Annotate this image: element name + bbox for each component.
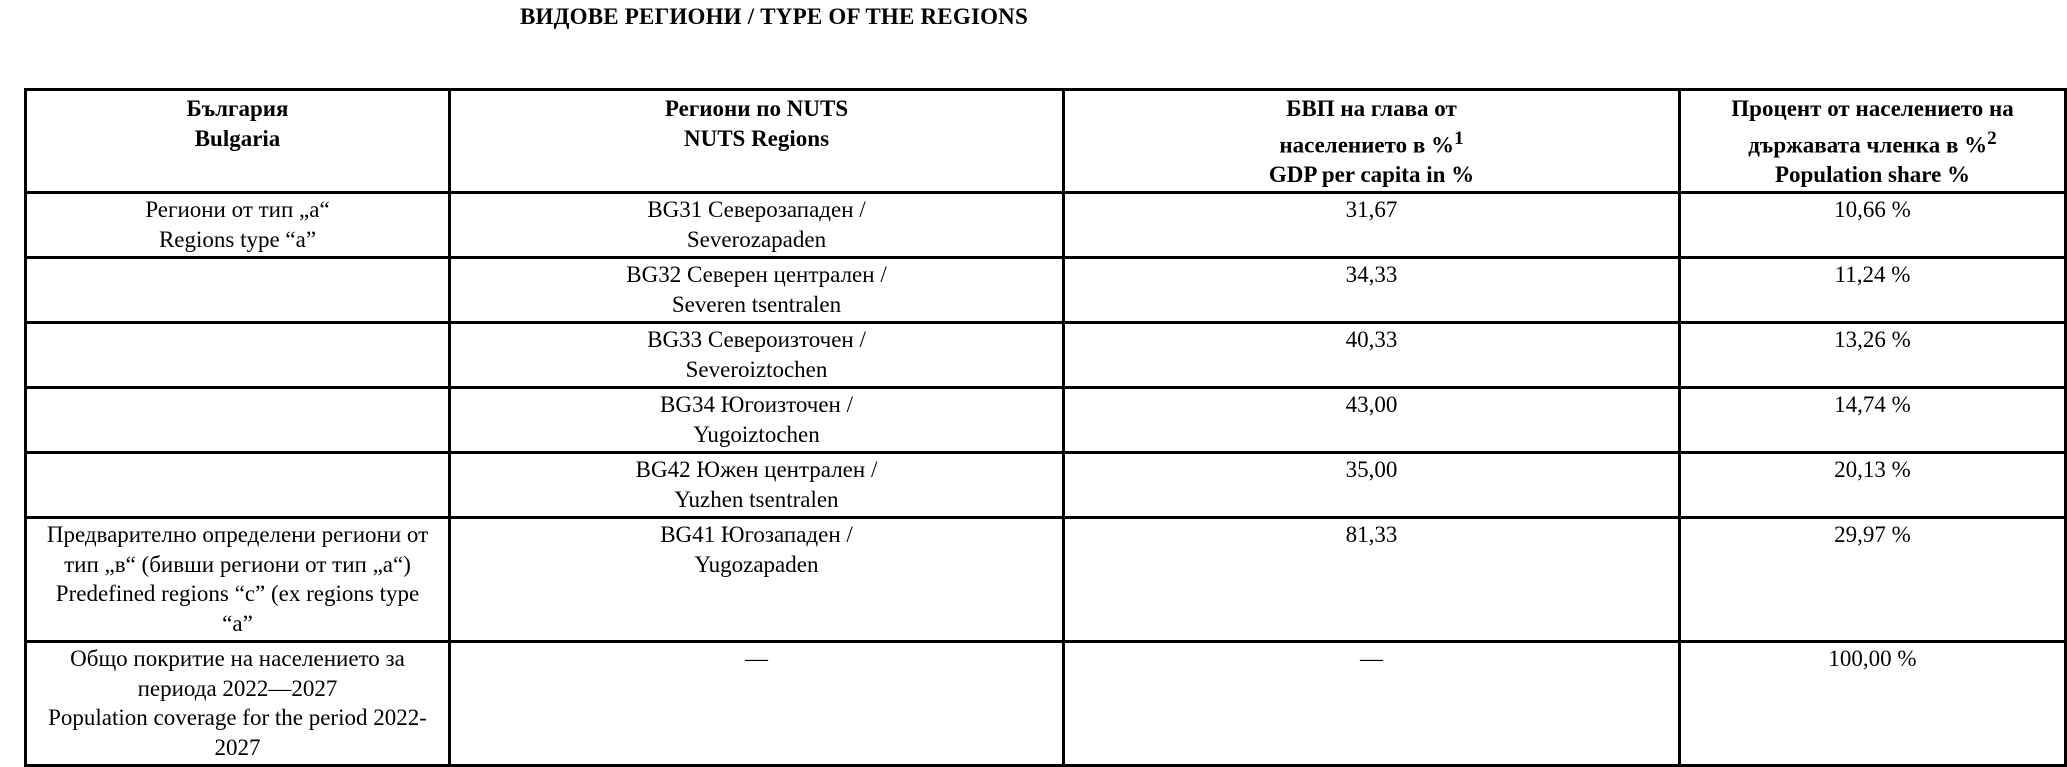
gdp-cell: 35,00	[1064, 453, 1680, 518]
gdp-cell: 31,67	[1064, 193, 1680, 258]
region-label: Severoiztochen	[685, 356, 828, 382]
total-label: 2027	[214, 734, 261, 760]
total-row	[26, 642, 2066, 766]
header-gdp-line3: GDP per capita in %	[1268, 161, 1475, 187]
region-cell	[450, 193, 1064, 258]
category-cell	[26, 193, 450, 258]
category-cell	[26, 258, 450, 323]
region-label: BG41 Югозападен /	[660, 522, 853, 548]
table-row	[26, 388, 2066, 453]
total-gdp-cell: —	[1064, 642, 1680, 766]
region-label: Yuzhen tsentralen	[674, 486, 839, 512]
header-population	[1680, 90, 2066, 193]
total-label: Общо покритие на населението за	[70, 646, 405, 672]
header-gdp-line2: населението в %	[1279, 132, 1455, 158]
region-cell	[450, 453, 1064, 518]
region-label: Severen tsentralen	[671, 291, 842, 317]
table-row	[26, 258, 2066, 323]
header-country-bg: България	[186, 96, 289, 121]
footnote-1-marker: 1	[1454, 127, 1464, 149]
regions-table	[24, 88, 2067, 767]
gdp-cell: 34,33	[1064, 258, 1680, 323]
region-label: Yugoiztochen	[693, 421, 820, 447]
header-gdp	[1064, 90, 1680, 193]
population-cell: 10,66 %	[1680, 193, 2066, 258]
region-label: BG34 Югоизточен /	[660, 392, 853, 418]
category-cell	[26, 518, 450, 642]
category-cell	[26, 388, 450, 453]
header-country-en: Bulgaria	[194, 125, 281, 151]
region-label: BG33 Североизточен /	[647, 327, 866, 353]
header-country	[26, 90, 450, 193]
region-label: Yugozapaden	[694, 551, 819, 577]
table-row	[26, 518, 2066, 642]
total-label-cell	[26, 642, 450, 766]
region-label: Severozapaden	[686, 226, 827, 252]
population-cell: 14,74 %	[1680, 388, 2066, 453]
region-label: BG32 Северен централен /	[626, 262, 887, 288]
document-title: ВИДОВЕ РЕГИОНИ / TYPE OF THE REGIONS	[520, 4, 1028, 29]
header-row	[26, 90, 2066, 193]
category-label: Regions type “a”	[158, 226, 317, 252]
table-row	[26, 193, 2066, 258]
total-label: периода 2022—2027	[137, 675, 338, 701]
gdp-cell: 81,33	[1064, 518, 1680, 642]
population-cell: 20,13 %	[1680, 453, 2066, 518]
category-label: тип „в“ (бивши региони от тип „а“)	[64, 551, 411, 577]
table-row	[26, 323, 2066, 388]
gdp-cell: 40,33	[1064, 323, 1680, 388]
category-cell	[26, 323, 450, 388]
category-label: “a”	[222, 610, 253, 636]
header-pop-line2: държавата членка в %	[1748, 132, 1988, 158]
total-label: Population coverage for the period 2022-	[48, 705, 427, 731]
header-gdp-line2-wrap	[1067, 124, 1676, 160]
category-label: Предварително определени региони от	[46, 522, 429, 548]
header-nuts-en: NUTS Regions	[683, 125, 830, 151]
header-pop-line3: Population share %	[1774, 161, 1971, 187]
header-nuts-bg: Региони по NUTS	[664, 96, 849, 121]
total-population-cell: 100,00 %	[1680, 642, 2066, 766]
category-label: Региони от тип „а“	[145, 197, 330, 223]
population-cell: 29,97 %	[1680, 518, 2066, 642]
region-cell	[450, 388, 1064, 453]
category-label: Predefined regions “c” (ex regions type	[55, 581, 420, 607]
header-pop-line1: Процент от населението на	[1731, 96, 2014, 121]
table-row	[26, 453, 2066, 518]
total-region-cell: —	[450, 642, 1064, 766]
gdp-cell: 43,00	[1064, 388, 1680, 453]
header-gdp-line1: БВП на глава от	[1286, 96, 1457, 121]
region-cell	[450, 323, 1064, 388]
region-label: BG42 Южен централен /	[635, 457, 878, 483]
region-cell	[450, 518, 1064, 642]
region-label: BG31 Северозападен /	[647, 197, 866, 223]
footnote-2-marker: 2	[1987, 127, 1997, 149]
population-cell: 13,26 %	[1680, 323, 2066, 388]
header-nuts	[450, 90, 1064, 193]
header-pop-line2-wrap	[1683, 124, 2062, 160]
population-cell: 11,24 %	[1680, 258, 2066, 323]
category-cell	[26, 453, 450, 518]
region-cell	[450, 258, 1064, 323]
